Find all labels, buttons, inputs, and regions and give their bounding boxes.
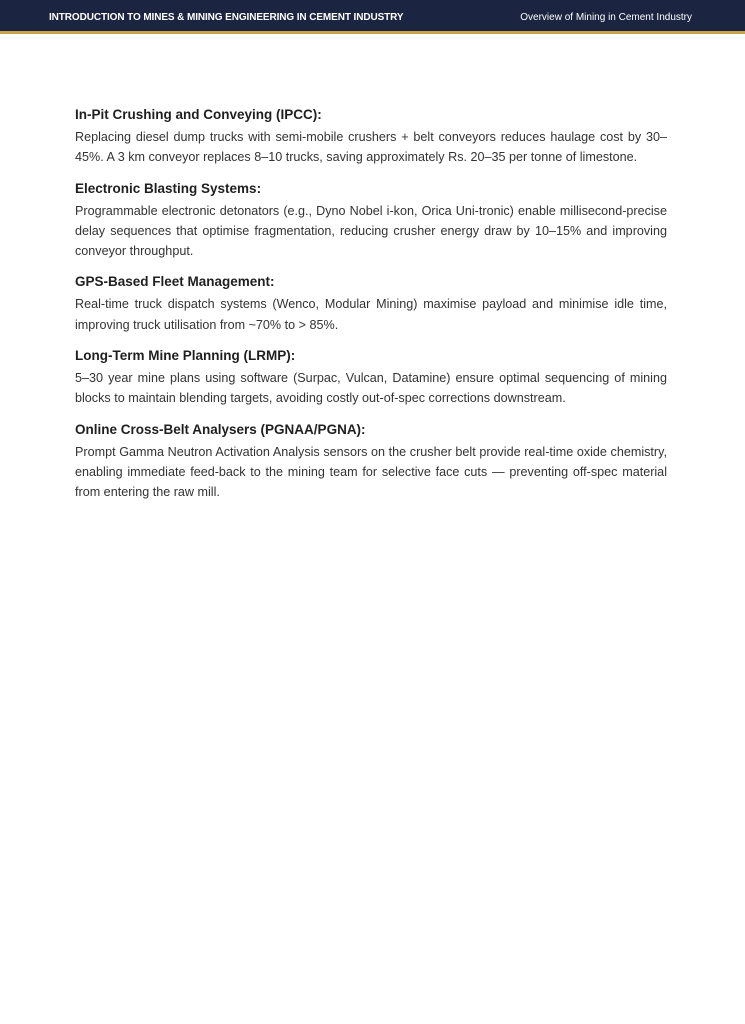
section-title: GPS-Based Fleet Management: [75,274,275,290]
section-body: Real-time truck dispatch systems (Wenco, Modular Mining) maximise payload and minimise idle time, improving truck utilisation from ~70% to > 85%. [75,297,667,332]
section-body: Replacing diesel dump trucks with semi-mobile crushers + belt conveyors reduces haulage cost by 30–45%. A 3 km conveyor replaces 8–10 trucks, saving approximately Rs. 20–35 per tonne of limestone. [75,130,667,165]
header-document-title: INTRODUCTION TO MINES & MINING ENGINEERING IN CEMENT INDUSTRY [49,12,404,23]
section-mine-planning [75,347,667,409]
section-body: 5–30 year mine plans using software (Surpac, Vulcan, Datamine) ensure optimal sequencing of mining blocks to maintain blending targets, avoiding costly out-of-spec corrections downstream. [75,371,667,406]
section-body: Prompt Gamma Neutron Activation Analysis sensors on the crusher belt provide real-time oxide chemistry, enabling immediate feed-back to the mining team for selective face cuts — preventing off-spec material from entering the raw mill. [75,444,667,500]
page-header [0,0,745,34]
section-title: Electronic Blasting Systems: [75,180,262,196]
section-cross-belt-analysers [75,421,667,503]
header-chapter-title: Overview of Mining in Cement Industry [520,12,692,23]
section-title: Online Cross-Belt Analysers (PGNAA/PGNA): [75,421,366,437]
section-fleet-management [75,273,667,335]
document-content [75,106,667,515]
section-body: Programmable electronic detonators (e.g., Dyno Nobel i-kon, Orica Uni-tronic) enable millisecond-precise delay sequences that optimise fragmentation, reducing crusher energy draw by 10–15% and improving conveyor throughput. [75,203,667,259]
section-electronic-blasting [75,180,667,262]
section-title: Long-Term Mine Planning (LRMP): [75,348,296,364]
section-ipcc [75,106,667,168]
section-title: In-Pit Crushing and Conveying (IPCC): [75,107,322,122]
